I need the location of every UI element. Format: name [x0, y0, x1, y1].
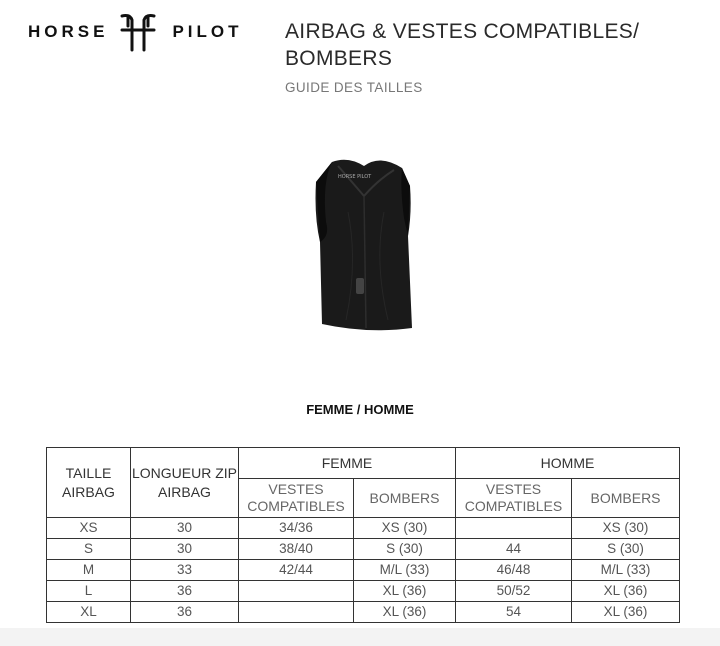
cell-homme-bombers: M/L (33)	[572, 560, 680, 581]
cell-homme-bombers: XL (36)	[572, 602, 680, 623]
cell-homme-vestes: 54	[456, 602, 572, 623]
cell-femme-bombers: XS (30)	[354, 518, 456, 539]
size-table	[46, 447, 680, 623]
cell-zip: 33	[131, 560, 239, 581]
table-row	[47, 560, 680, 581]
table-row	[47, 602, 680, 623]
cell-homme-vestes: 50/52	[456, 581, 572, 602]
table-row	[47, 581, 680, 602]
cell-femme-bombers: S (30)	[354, 539, 456, 560]
cell-taille: M	[47, 560, 131, 581]
product-image	[308, 152, 418, 334]
group-header-homme: HOMME	[456, 448, 680, 479]
page-subtitle: GUIDE DES TAILLES	[285, 80, 423, 95]
footer-band	[0, 628, 720, 646]
cell-femme-vestes	[239, 602, 354, 623]
cell-zip: 36	[131, 602, 239, 623]
cell-homme-bombers: S (30)	[572, 539, 680, 560]
horse-pilot-logo-icon	[116, 10, 160, 54]
cell-homme-bombers: XL (36)	[572, 581, 680, 602]
cell-femme-bombers: M/L (33)	[354, 560, 456, 581]
col-header-zip: LONGUEUR ZIP AIRBAG	[131, 448, 239, 518]
cell-zip: 30	[131, 539, 239, 560]
sub-header-femme-vestes: VESTES COMPATIBLES	[239, 479, 354, 518]
cell-taille: L	[47, 581, 131, 602]
cell-homme-vestes: 46/48	[456, 560, 572, 581]
vest-logo-text: HORSE PILOT	[338, 174, 372, 180]
brand-word-right: PILOT	[172, 22, 243, 41]
sub-header-homme-bombers: BOMBERS	[572, 479, 680, 518]
sub-header-homme-vestes: VESTES COMPATIBLES	[456, 479, 572, 518]
sub-header-femme-bombers: BOMBERS	[354, 479, 456, 518]
cell-femme-bombers: XL (36)	[354, 602, 456, 623]
cell-taille: XL	[47, 602, 131, 623]
cell-homme-vestes: 44	[456, 539, 572, 560]
brand-logo	[28, 8, 243, 56]
page-title: AIRBAG & VESTES COMPATIBLES/ BOMBERS	[285, 20, 640, 70]
cell-taille: XS	[47, 518, 131, 539]
cell-femme-vestes: 38/40	[239, 539, 354, 560]
brand-word-left: HORSE	[28, 22, 109, 41]
table-row	[47, 539, 680, 560]
cell-femme-vestes	[239, 581, 354, 602]
cell-femme-vestes: 34/36	[239, 518, 354, 539]
cell-taille: S	[47, 539, 131, 560]
group-header-femme: FEMME	[239, 448, 456, 479]
cell-femme-bombers: XL (36)	[354, 581, 456, 602]
table-row	[47, 518, 680, 539]
col-header-taille: TAILLE AIRBAG	[47, 448, 131, 518]
section-heading: FEMME / HOMME	[306, 402, 414, 417]
airbag-vest-icon	[308, 152, 418, 334]
cell-femme-vestes: 42/44	[239, 560, 354, 581]
cell-zip: 30	[131, 518, 239, 539]
cell-zip: 36	[131, 581, 239, 602]
cell-homme-vestes	[456, 518, 572, 539]
cell-homme-bombers: XS (30)	[572, 518, 680, 539]
